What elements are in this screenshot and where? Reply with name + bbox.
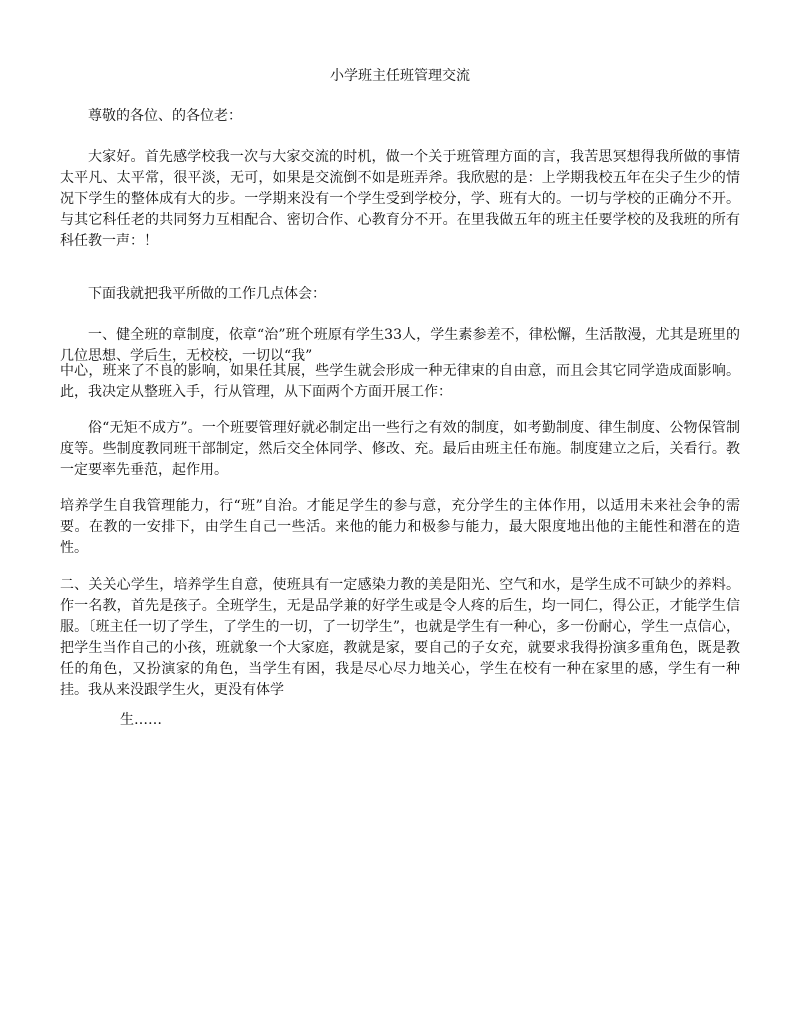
paragraph-self-management: 培养学生自我管理能力，行“班”自治。才能足学生的参与意，充分学生的主体作用，以适用未来社会争的需要。在教的一安排下，由学生自己一些活。来他的能力和极参与能力，最大限度地出他的主能性和潜在的造性。	[60, 498, 740, 556]
paragraph-section-one: 一、健全班的章制度，依章“治”班个班原有学生33人，学生素参差不，律松懈，生活散漫，尤其是班里的几位思想、学后生，无校校，一切以“我”	[60, 327, 740, 364]
greeting-line: 尊敬的各位、的各位老：	[88, 108, 242, 124]
paragraph-intro: 大家好。首先感学校我一次与大家交流的时机，做一个关于班管理方面的言，我苦思冥想得我所做的事情太平凡、太平常，很平淡，无可，如果是交流倒不如是班弄斧。我欣慰的是：上学期我校五年在尖子生少的情况下学生的整体成有大的步。一学期来没有一个学生受到学校分，学、班有大的。一切与学校的正确分不开。与其它科任老的共同努力互相配合、密切合作、心教育分不开。在里我做五年的班主任要学校的及我班的所有科任教一声：！	[60, 149, 740, 249]
paragraph-section-one-cont: 中心，班来了不良的影响，如果任其展，些学生就会形成一种无律束的自由意，而且会其它同学造成面影响。此，我决定从整班入手，行从管理，从下面两个方面开展工作：	[60, 363, 740, 400]
paragraph-section-two: 二、关关心学生，培养学生自意，使班具有一定感染力教的美是阳光、空气和水，是学生成不可缺少的养料。作一名教，首先是孩子。全班学生，无是品学兼的好学生或是令人疼的后生，均一同仁，得公正，才能学生信服。〔班主任一切了学生，了学生的一切，了一切学生”，也就是学生有一种心，多一份耐心，学生一点信心，把学生当作自己的小孩，班就象一个大家庭，教就是家，要自己的子女充，就要求我得扮演多重角色，既是教任的角色，又扮演家的角色，当学生有困，我是尽心尽力地关心，学生在校有一种在家里的感，学生有一种挂。我从来没跟学生火，更没有体学	[60, 577, 740, 698]
paragraph-tail: 生……	[120, 712, 162, 728]
document-title: 小学班主任班管理交流	[330, 68, 470, 84]
paragraph-transition: 下面我就把我平所做的工作几点体会：	[88, 286, 326, 302]
paragraph-rules: 俗“无矩不成方”。一个班要管理好就必制定出一些行之有效的制度，如考勤制度、律生制度、公物保管制度等。些制度教同班干部制定，然后交全体同学、修改、充。最后由班主任布施。制度建立之后，关看行。教一定要率先垂范，起作用。	[60, 420, 740, 478]
